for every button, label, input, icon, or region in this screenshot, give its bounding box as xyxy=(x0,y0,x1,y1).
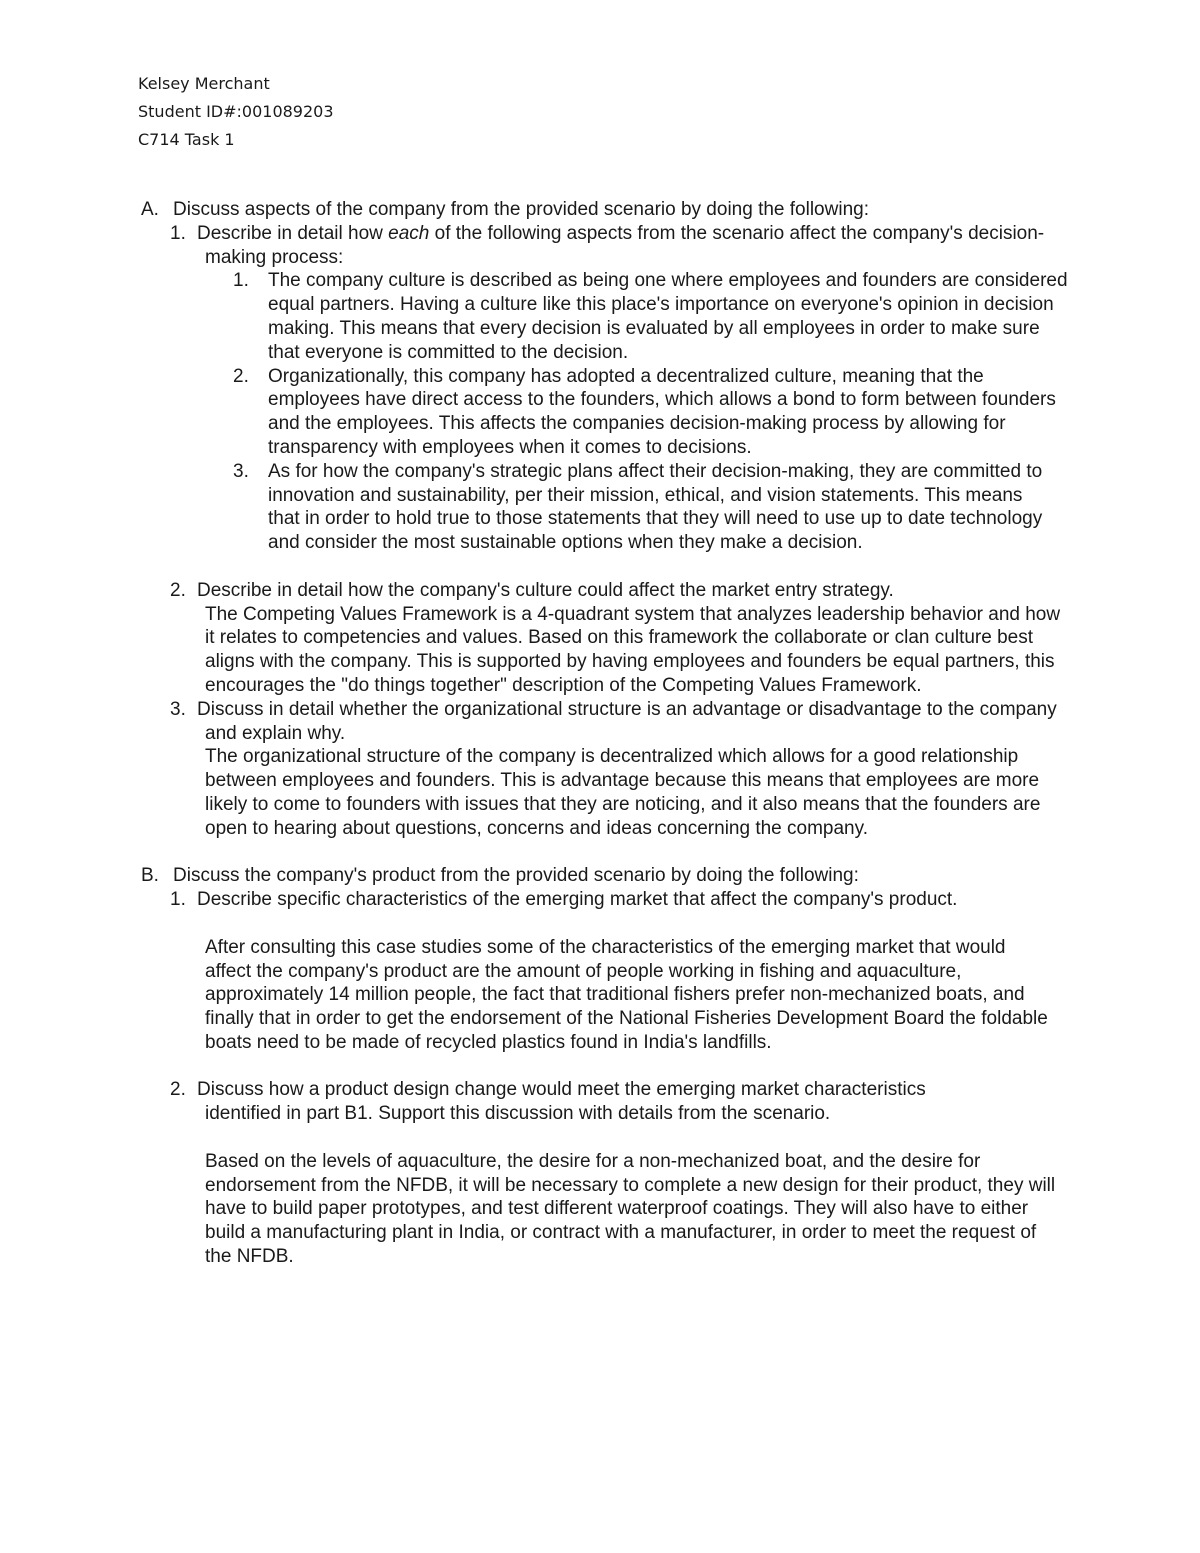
section-a-item1-sub3 xyxy=(0,460,1048,555)
section-b-heading-text: Discuss the company's product from the provided scenario by doing the following: xyxy=(173,865,859,887)
sub3-text: As for how the company's strategic plans affect their decision-making, they are committed to innovation and sustainability, per their mission, ethical, and vision statements. This means that in order to hold true to those statements that they will need to use up to date technology and consider the most sustainable options when they make a decision. xyxy=(268,460,1043,554)
task-title: C714 Task 1 xyxy=(138,130,235,149)
section-b-item1-marker: 1. xyxy=(170,889,186,911)
section-a-item2-marker: 2. xyxy=(170,579,186,601)
section-b-item1-prompt: Describe specific characteristics of the emerging market that affect the company's product. xyxy=(197,889,958,911)
answer-text: Based on the levels of aquaculture, the desire for a non-mechanized boat, and the desire for endorsement from the NFDB, it will be necessary to complete a new design for their product, they will have to build paper prototypes, and test different waterproof coatings. They will also have to either build a manufacturing plant in India, or contract with a manufacturer, in order to meet the request of the NFDB. xyxy=(205,1150,1056,1268)
section-a-heading xyxy=(0,198,1008,222)
section-a-heading-text: Discuss aspects of the company from the provided scenario by doing the following: xyxy=(173,199,869,220)
section-b-item2-answer xyxy=(0,1150,1065,1269)
section-a-item1-sub1 xyxy=(0,269,1068,364)
section-a-item3-prompt: Discuss in detail whether the organizational structure is an advantage or disadvantage to the company and explain why. xyxy=(197,698,1057,744)
section-a-item3-answer xyxy=(0,745,1075,840)
student-name: Kelsey Merchant xyxy=(138,74,270,93)
section-a-item1-sub2 xyxy=(0,365,1068,460)
prompt-text: Describe in detail how xyxy=(197,222,389,244)
section-b-marker: B. xyxy=(141,865,159,887)
section-a-item3 xyxy=(0,698,1067,746)
section-b-heading xyxy=(0,864,1008,888)
prompt-emphasis: each xyxy=(388,222,430,244)
section-a-item2-prompt: Describe in detail how the company's culture could affect the market entry strategy. xyxy=(197,579,894,601)
section-b-item2-marker: 2. xyxy=(170,1079,186,1101)
section-a-item1-prompt xyxy=(197,222,1050,270)
sub1-marker: 1. xyxy=(233,270,249,292)
sub3-marker: 3. xyxy=(233,460,249,482)
document-body xyxy=(0,198,1200,1269)
prompt-text: of the following aspects from the scenario affect the company's decision-making process: xyxy=(205,222,1045,268)
section-b-item2-prompt: Discuss how a product design change would meet the emerging market characteristics identified in part B1. Support this discussion with details from the scenario. xyxy=(197,1079,926,1125)
section-a-item2-answer xyxy=(0,603,1067,698)
section-b-item1-answer xyxy=(0,936,1055,1055)
section-b-item2 xyxy=(0,1078,1005,1126)
answer-text: The organizational structure of the company is decentralized which allows for a good relationship between employees and founders. This is advantage because this means that employees are more likely to come to founders with issues that they are noticing, and it also means that the founders are open to hearing about questions, concerns and ideas concerning the company. xyxy=(205,746,1041,839)
sub2-text: Organizationally, this company has adopted a decentralized culture, meaning that the employees have direct access to the founders, which allows a bond to form between founders and the employees. This affects the companies decision-making process by allowing for transparency with employees when it comes to decisions. xyxy=(268,365,1056,458)
sub1-text: The company culture is described as being one where employees and founders are considered equal partners. Having a culture like this place's importance on everyone's opinion in decision making. This means that every decision is evaluated by all employees in order to make sure that everyone is committed to the decision. xyxy=(268,270,1068,363)
section-a-item1-marker: 1. xyxy=(170,222,186,244)
section-a-item1 xyxy=(0,222,1050,270)
answer-text: After consulting this case studies some of the characteristics of the emerging market that would affect the company's product are the amount of people working in fishing and aquaculture, approximately 14 million people, the fact that traditional fishers prefer non-mechanized boats, and finally that in order to get the endorsement of the National Fisheries Development Board the foldable boats need to be made of recycled plastics found in India's landfills. xyxy=(205,936,1048,1053)
section-a-item3-marker: 3. xyxy=(170,698,186,720)
student-id: Student ID#:001089203 xyxy=(138,102,334,121)
section-a-marker: A. xyxy=(141,199,159,220)
sub2-marker: 2. xyxy=(233,365,249,387)
answer-text: The Competing Values Framework is a 4-quadrant system that analyzes leadership behavior and how it relates to competencies and values. Based on this framework the collaborate or clan culture best aligns with the company. This is supported by having employees and founders be equal partners, this encourages the "do things together" description of the Competing Values Framework. xyxy=(205,603,1061,696)
section-b-item1 xyxy=(0,888,1067,912)
section-a-item2 xyxy=(0,579,1067,603)
